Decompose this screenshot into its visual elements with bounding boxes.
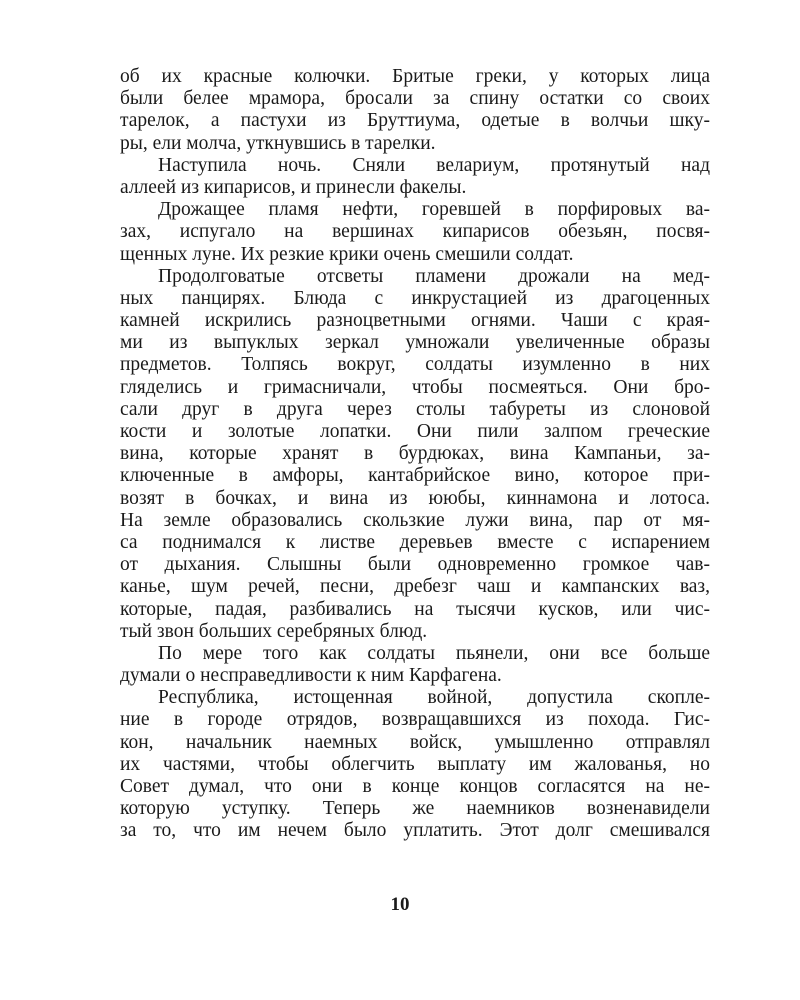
- text-line: аллеей из кипарисов, и принесли факелы.: [120, 176, 467, 198]
- body-text: [120, 66, 710, 843]
- text-line: По мере того как солдаты пьянели, они все больше: [158, 642, 710, 664]
- text-line: ми из выпуклых зеркал умножали увеличенные образы: [120, 332, 710, 354]
- text-line: кон, начальник наемных войск, умышленно отправлял: [120, 731, 710, 753]
- text-line: ние в городе отрядов, возвращавшихся из похода. Гис-: [120, 709, 710, 731]
- text-line: вина, которые хранят в бурдюках, вина Кампаньи, за-: [120, 443, 710, 465]
- text-line: ных панцирях. Блюда с инкрустацией из драгоценных: [120, 287, 710, 309]
- text-line: думали о несправедливости к ним Карфагена.: [120, 665, 502, 687]
- text-line: возят в бочках, и вина из юю​бы, киннамона и лотоса.: [120, 487, 710, 509]
- text-line: предметов. Толпясь вокруг, солдаты изумленно в них: [120, 354, 710, 376]
- text-line: зах, испугало на вершинах кипарисов обезьян, посвя-: [120, 221, 710, 243]
- text-line: их частями, чтобы облегчить выплату им жалованья, но: [120, 753, 710, 775]
- page-number: 10: [390, 894, 410, 915]
- text-line: гляделись и гримасничали, чтобы посмеяться. Они бро-: [120, 376, 710, 398]
- text-line: щенных луне. Их резкие крики очень смешили солдат.: [120, 243, 574, 265]
- text-line: тарелок, а пастухи из Бруттиума, одетые в волчьи шку-: [120, 110, 710, 132]
- text-line: камней искрились разноцветными огнями. Чаши с края-: [120, 310, 710, 332]
- text-line: ры, ели молча, уткнувшись в тарелки.: [120, 132, 436, 154]
- text-line: Дрожащее пламя нефти, горевшей в порфировых ва-: [158, 199, 710, 221]
- text-line: кости и золотые лопатки. Они пили залпом греческие: [120, 421, 710, 442]
- text-line: Продолговатые отсветы пламени дрожали на мед-: [158, 265, 710, 287]
- text-line: которую уступку. Теперь же наемников возненавидели: [120, 798, 710, 820]
- text-line: которые, падая, разбивались на тысячи кусков, или чис-: [120, 598, 710, 620]
- text-line: за то, что им нечем было уплатить. Этот долг смешивался: [120, 820, 710, 842]
- text-line: Совет думал, что они в конце концов согласятся на не-: [120, 776, 710, 797]
- text-line: са поднимался к листве деревьев вместе с испарением: [120, 531, 710, 553]
- text-line: Республика, истощенная войной, допустила скопле-: [158, 687, 710, 709]
- text-line: Наступила ночь. Сняли велариум, протянутый над: [158, 154, 710, 176]
- text-line: ключенные в амфоры, кантабрийское вино, которое при-: [120, 465, 710, 487]
- text-line: были белее мрамора, бросали за спину остатки со своих: [120, 88, 710, 110]
- text-line: канье, шум речей, песни, дребезг чаш и кампанских ваз,: [120, 576, 710, 598]
- text-line: На земле образовались скользкие лужи вина, пар от мя-: [120, 509, 710, 531]
- text-line: об их красные колючки. Бритые греки, у которых лица: [120, 66, 710, 87]
- text-line: от дыхания. Слышны были одновременно громкое чав-: [120, 554, 710, 576]
- text-line: сали друг в друга через столы табуреты из слоновой: [120, 398, 710, 420]
- text-line: тый звон больших серебряных блюд.: [120, 620, 428, 642]
